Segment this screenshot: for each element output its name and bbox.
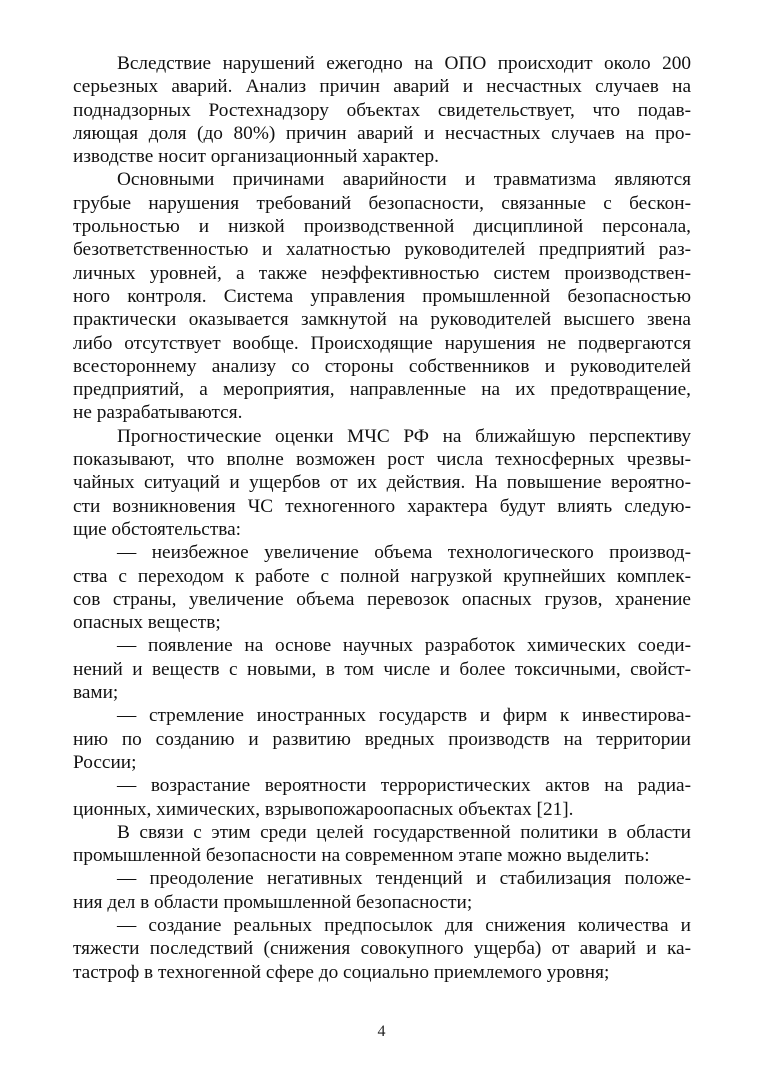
- text-line: грубые нарушения требований безопасности, связанные с бескон-: [73, 192, 691, 214]
- text-line: ства с переходом к работе с полной нагрузкой крупнейших комплек-: [73, 565, 691, 587]
- paragraph: [73, 52, 691, 168]
- list-item: [73, 704, 691, 774]
- text-line: В связи с этим среди целей государственной политики в области: [117, 821, 691, 843]
- text-line: ляющая доля (до 80%) причин аварий и несчастных случаев на про-: [73, 122, 691, 144]
- text-line: показывают, что вполне возможен рост числа техносферных чрезвы-: [73, 449, 691, 471]
- list-item: [73, 914, 691, 984]
- text-line: щие обстоятельства:: [73, 518, 242, 540]
- text-line: ного контроля. Система управления промышленной безопасностью: [73, 285, 691, 307]
- paragraph: [73, 168, 691, 424]
- text-line: личных уровней, а также неэффективностью систем производствен-: [73, 262, 691, 284]
- text-line: тастроф в техногенной сфере до социально приемлемого уровня;: [73, 961, 610, 983]
- list-item: [73, 774, 691, 821]
- document-body: [73, 52, 691, 984]
- text-line: чайных ситуаций и ущербов от их действия. На повышение вероятно-: [73, 472, 691, 494]
- text-line: — возрастание вероятности террористических актов на радиа-: [117, 775, 691, 797]
- text-line: — появление на основе научных разработок химических соеди-: [117, 635, 691, 657]
- text-line: опасных веществ;: [73, 612, 221, 634]
- text-line: — преодоление негативных тенденций и стабилизация положе-: [117, 868, 691, 890]
- text-line: изводстве носит организационный характер.: [73, 146, 439, 168]
- text-line: — создание реальных предпосылок для снижения количества и: [117, 914, 691, 936]
- text-line: тяжести последствий (снижения совокупного ущерба) от аварий и ка-: [73, 938, 691, 960]
- text-line: всестороннему анализу со стороны собственников и руководителей: [73, 355, 691, 377]
- text-line: нений и веществ с новыми, в том числе и более токсичными, свойст-: [73, 658, 691, 680]
- text-line: Основными причинами аварийности и травматизма являются: [117, 169, 691, 191]
- text-line: безответственностью и халатностью руководителей предприятий раз-: [73, 239, 691, 261]
- page-number: 4: [377, 1023, 386, 1040]
- text-line: не разрабатываются.: [73, 402, 243, 424]
- text-line: Вследствие нарушений ежегодно на ОПО происходит около 200: [117, 53, 691, 74]
- text-line: — неизбежное увеличение объема технологического производ-: [117, 542, 691, 564]
- paragraph: [73, 425, 691, 541]
- list-item: [73, 867, 691, 914]
- text-line: ционных, химических, взрывопожароопасных объектах [21].: [73, 798, 574, 820]
- text-line: — стремление иностранных государств и фирм к инвестирова-: [117, 705, 691, 727]
- text-line: промышленной безопасности на современном этапе можно выделить:: [73, 845, 650, 867]
- list-item: [73, 634, 691, 704]
- text-line: Прогностические оценки МЧС РФ на ближайшую перспективу: [117, 425, 691, 447]
- text-line: нию по созданию и развитию вредных производств на территории: [73, 728, 691, 750]
- text-line: сов страны, увеличение объема перевозок опасных грузов, хранение: [73, 588, 691, 610]
- text-line: России;: [73, 751, 137, 773]
- text-line: трольностью и низкой производственной дисциплиной персонала,: [73, 216, 691, 238]
- text-line: вами;: [73, 682, 119, 704]
- text-line: либо отсутствует вообще. Происходящие нарушения не подвергаются: [73, 332, 691, 354]
- paragraph: [73, 821, 691, 868]
- text-line: сти возникновения ЧС техногенного характера будут влиять следую-: [73, 495, 691, 517]
- text-line: практически оказывается замкнутой на руководителей высшего звена: [73, 309, 691, 331]
- text-line: ния дел в области промышленной безопасности;: [73, 891, 473, 913]
- text-line: предприятий, а мероприятия, направленные на их предотвращение,: [73, 379, 691, 401]
- text-line: поднадзорных Ростехнадзору объектах свидетельствует, что подав-: [73, 99, 691, 121]
- list-item: [73, 541, 691, 634]
- text-line: серьезных аварий. Анализ причин аварий и несчастных случаев на: [73, 76, 691, 98]
